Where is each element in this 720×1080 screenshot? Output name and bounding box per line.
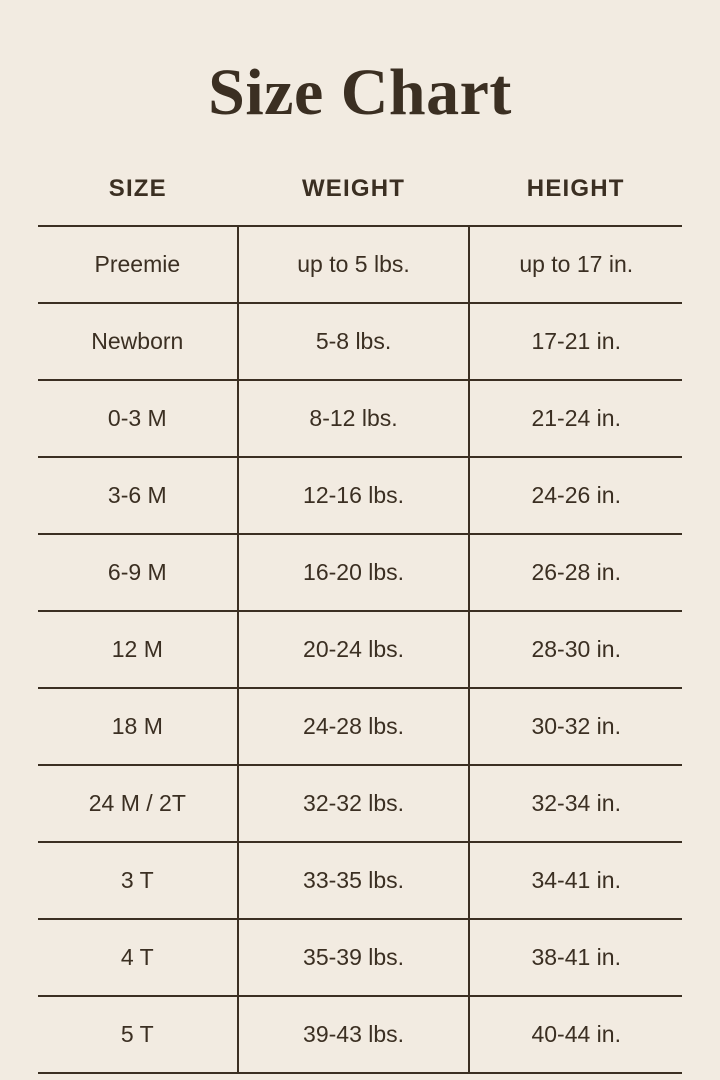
cell-weight: 32-32 lbs. xyxy=(238,765,470,842)
cell-height: 26-28 in. xyxy=(469,534,682,611)
table-row xyxy=(38,996,682,1073)
table-header-row xyxy=(38,175,682,226)
cell-size: 3 T xyxy=(38,842,238,919)
cell-weight: 35-39 lbs. xyxy=(238,919,470,996)
size-table xyxy=(38,175,682,1074)
cell-size: 24 M / 2T xyxy=(38,765,238,842)
cell-height: up to 17 in. xyxy=(469,226,682,303)
table-row xyxy=(38,765,682,842)
cell-height: 30-32 in. xyxy=(469,688,682,765)
cell-height: 24-26 in. xyxy=(469,457,682,534)
cell-weight: 24-28 lbs. xyxy=(238,688,470,765)
cell-weight: 12-16 lbs. xyxy=(238,457,470,534)
column-header-size: SIZE xyxy=(108,175,167,203)
cell-size: 3-6 M xyxy=(38,457,238,534)
column-header-height: HEIGHT xyxy=(526,175,625,203)
table-row xyxy=(38,842,682,919)
cell-size: 4 T xyxy=(38,919,238,996)
cell-size: 5 T xyxy=(38,996,238,1073)
cell-height: 28-30 in. xyxy=(469,611,682,688)
cell-height: 17-21 in. xyxy=(469,303,682,380)
cell-height: 40-44 in. xyxy=(469,996,682,1073)
table-row xyxy=(38,534,682,611)
cell-weight: up to 5 lbs. xyxy=(238,226,470,303)
table-row xyxy=(38,303,682,380)
cell-size: Preemie xyxy=(38,226,238,303)
table-body xyxy=(38,226,682,1073)
page-title: Size Chart xyxy=(208,56,512,129)
cell-weight: 39-43 lbs. xyxy=(238,996,470,1073)
cell-weight: 33-35 lbs. xyxy=(238,842,470,919)
cell-size: 0-3 M xyxy=(38,380,238,457)
cell-weight: 20-24 lbs. xyxy=(238,611,470,688)
cell-size: Newborn xyxy=(38,303,238,380)
cell-weight: 8-12 lbs. xyxy=(238,380,470,457)
table-row xyxy=(38,919,682,996)
table-row xyxy=(38,226,682,303)
cell-height: 21-24 in. xyxy=(469,380,682,457)
table-row xyxy=(38,688,682,765)
cell-height: 34-41 in. xyxy=(469,842,682,919)
table-header xyxy=(38,175,682,226)
column-header-weight: WEIGHT xyxy=(301,175,406,203)
table-row xyxy=(38,457,682,534)
cell-height: 38-41 in. xyxy=(469,919,682,996)
cell-weight: 16-20 lbs. xyxy=(238,534,470,611)
cell-size: 6-9 M xyxy=(38,534,238,611)
cell-size: 12 M xyxy=(38,611,238,688)
cell-size: 18 M xyxy=(38,688,238,765)
cell-weight: 5-8 lbs. xyxy=(238,303,470,380)
table-row xyxy=(38,611,682,688)
size-table-container xyxy=(0,175,720,1074)
table-row xyxy=(38,380,682,457)
cell-height: 32-34 in. xyxy=(469,765,682,842)
